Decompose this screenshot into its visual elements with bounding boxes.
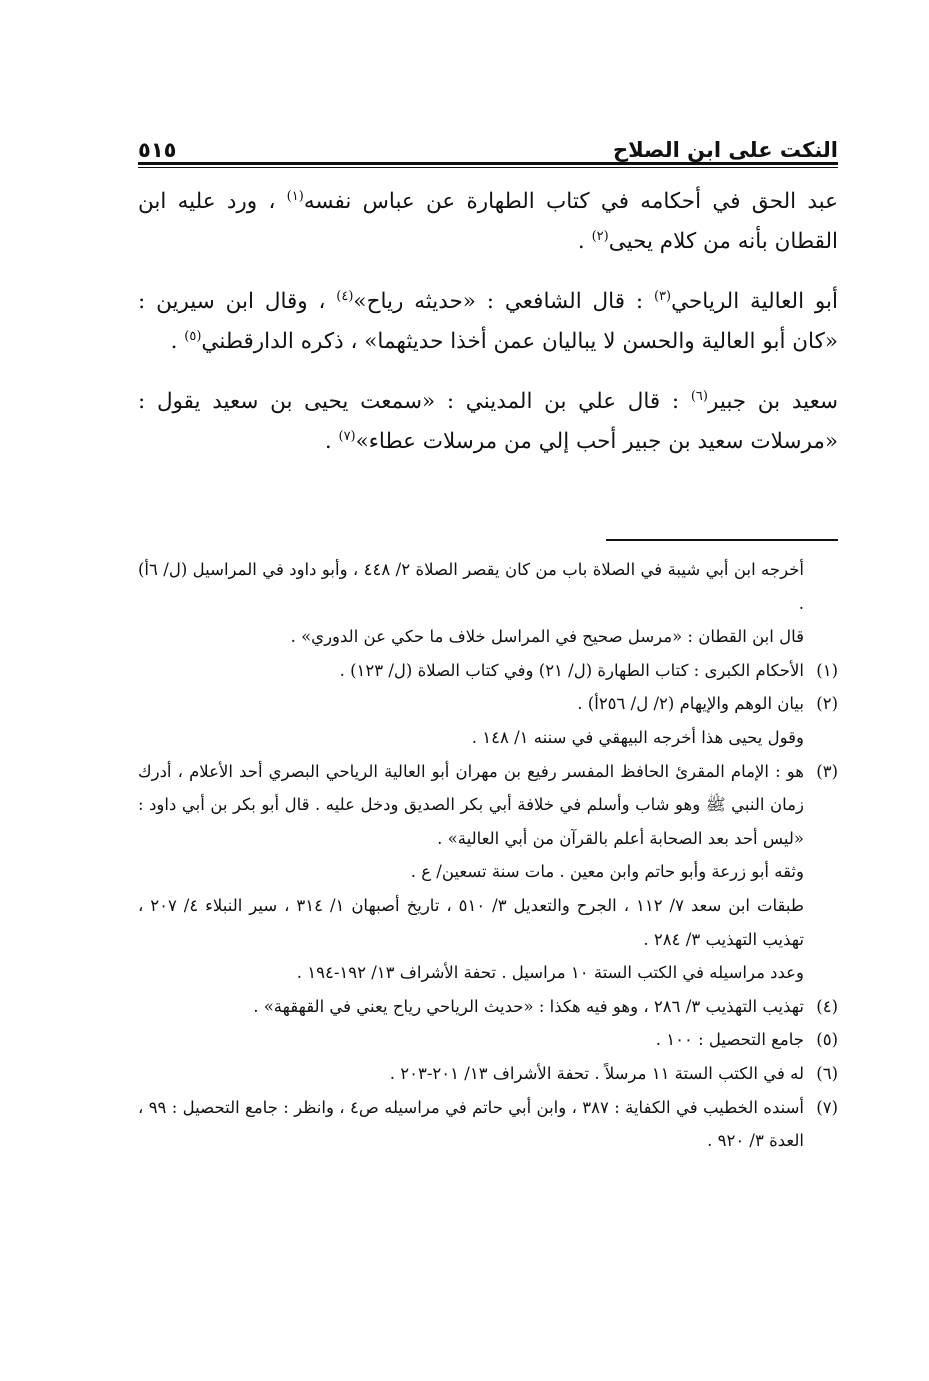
footnote bbox=[138, 721, 838, 755]
footnote-number bbox=[804, 553, 838, 620]
paragraph bbox=[138, 182, 838, 262]
footnote bbox=[138, 654, 838, 688]
footnote-text: قال ابن القطان : «مرسل صحيح في المراسل خلاف ما حكي عن الدوري» . bbox=[290, 627, 804, 647]
text-run: . bbox=[170, 329, 185, 354]
footnote-number bbox=[804, 889, 838, 956]
footnote bbox=[138, 1091, 838, 1158]
footnote-text: جامع التحصيل : ١٠٠ . bbox=[655, 1030, 804, 1050]
footnote bbox=[138, 1023, 838, 1057]
footnote-text: وقول يحيى هذا أخرجه البيهقي في سننه ١/ ١٤٨ . bbox=[471, 727, 804, 747]
footnote-ref: (٧) bbox=[338, 428, 356, 444]
text-run: سعيد بن جبير bbox=[707, 389, 838, 414]
footnote-ref: (٤) bbox=[336, 288, 354, 304]
footnote-ref: (٥) bbox=[184, 328, 202, 344]
footnote-number bbox=[804, 956, 838, 990]
footnote-number: (١) bbox=[816, 660, 838, 680]
footnote-number: (٦) bbox=[816, 1063, 838, 1083]
footnote-separator bbox=[606, 539, 838, 541]
footnote-ref: (٣) bbox=[653, 288, 672, 304]
main-text bbox=[138, 182, 838, 484]
footnote bbox=[138, 553, 838, 620]
paragraph bbox=[138, 382, 838, 462]
footnote-text: وثقه أبو زرعة وأبو حاتم وابن معين . مات سنة تسعين/ ع . bbox=[410, 862, 804, 882]
footnote-number bbox=[804, 855, 838, 889]
footnote-text: وعدد مراسيله في الكتب الستة ١٠ مراسيل . تحفة الأشراف ١٣/ ١٩٢-١٩٤ . bbox=[296, 963, 804, 983]
footnote bbox=[138, 1057, 838, 1091]
footnote-ref: (٢) bbox=[591, 228, 609, 244]
text-run: عبد الحق في أحكامه في كتاب الطهارة عن عباس نفسه bbox=[303, 189, 838, 214]
footnote-number: (٢) bbox=[816, 694, 838, 714]
text-run: ، ورد عليه ابن القطان بأنه من كلام يحيى bbox=[138, 189, 838, 254]
text-run: . bbox=[577, 229, 592, 254]
footnote-number: (٥) bbox=[816, 1030, 838, 1050]
text-run: أبو العالية الرياحي bbox=[671, 289, 838, 314]
footnote bbox=[138, 990, 838, 1024]
footnote-text: الأحكام الكبرى : كتاب الطهارة (ل/ ٢١) وفي كتاب الصلاة (ل/ ١٢٣) . bbox=[339, 660, 804, 680]
text-run: : قال الشافعي : «حديثه رياح» bbox=[353, 289, 654, 314]
footnote bbox=[138, 620, 838, 654]
footnotes bbox=[138, 553, 838, 1158]
page-number: ٥١٥ bbox=[138, 138, 177, 162]
footnote-number bbox=[804, 721, 838, 755]
header-rule-thin bbox=[138, 167, 838, 168]
footnote-text: تهذيب التهذيب ٣/ ٢٨٦ ، وهو فيه هكذا : «حديث الرياحي رياح يعني في القهقهة» . bbox=[253, 996, 804, 1016]
footnote-number: (٧) bbox=[816, 1097, 838, 1117]
footnote bbox=[138, 755, 838, 856]
footnote-number: (٣) bbox=[816, 761, 838, 781]
footnote-ref: (٦) bbox=[690, 388, 708, 404]
footnote bbox=[138, 687, 838, 721]
footnote-text: أخرجه ابن أبي شيبة في الصلاة باب من كان يقصر الصلاة ٢/ ٤٤٨ ، وأبو داود في المراسيل (ل/ ٦أ) . bbox=[138, 560, 804, 613]
footnote-number bbox=[804, 620, 838, 654]
header-rule bbox=[138, 162, 838, 165]
paragraph bbox=[138, 282, 838, 362]
running-title: النكت على ابن الصلاح bbox=[612, 138, 838, 162]
footnote-text: أسنده الخطيب في الكفاية : ٣٨٧ ، وابن أبي حاتم في مراسيله ص٤ ، وانظر : جامع التحصيل : ٩٩ ، العدة ٣/ ٩٢٠ . bbox=[138, 1097, 804, 1151]
text-run: ، وقال ابن سيرين : «كان أبو العالية والحسن لا يباليان عمن أخذا حديثهما» ، ذكره الدارقطني bbox=[138, 289, 838, 354]
footnote bbox=[138, 956, 838, 990]
text-run: . bbox=[324, 429, 339, 454]
footnote bbox=[138, 855, 838, 889]
footnote bbox=[138, 889, 838, 956]
footnote-number: (٤) bbox=[816, 996, 838, 1016]
text-run: : قال علي بن المديني : «سمعت يحيى بن سعيد يقول : «مرسلات سعيد بن جبير أحب إلي من مرسلات عطاء» bbox=[138, 389, 838, 454]
footnote-text: له في الكتب الستة ١١ مرسلاً . تحفة الأشراف ١٣/ ٢٠١-٢٠٣ . bbox=[389, 1063, 804, 1083]
footnote-text: طبقات ابن سعد ٧/ ١١٢ ، الجرح والتعديل ٣/ ٥١٠ ، تاريخ أصبهان ١/ ٣١٤ ، سير النبلاء ٤/ ٢٠٧ ، تهذيب التهذيب ٣/ ٢٨٤ . bbox=[138, 895, 804, 949]
footnote-text: بيان الوهم والإيهام (٢/ ل/ ٢٥٦أ) . bbox=[577, 694, 804, 714]
page-header bbox=[138, 118, 838, 162]
footnote-text: هو : الإمام المقرئ الحافظ المفسر رفيع بن مهران أبو العالية الرياحي البصري أحد الأعلام ، أدرك زمان النبي ﷺ وهو شاب وأسلم في خلافة أبي بكر الصديق ودخل عليه . قال أبو بكر بن أبي داود : «ليس أحد بعد الصحابة أعلم بالقرآن من أبي العالية» . bbox=[138, 761, 804, 848]
footnote-ref: (١) bbox=[286, 188, 304, 204]
